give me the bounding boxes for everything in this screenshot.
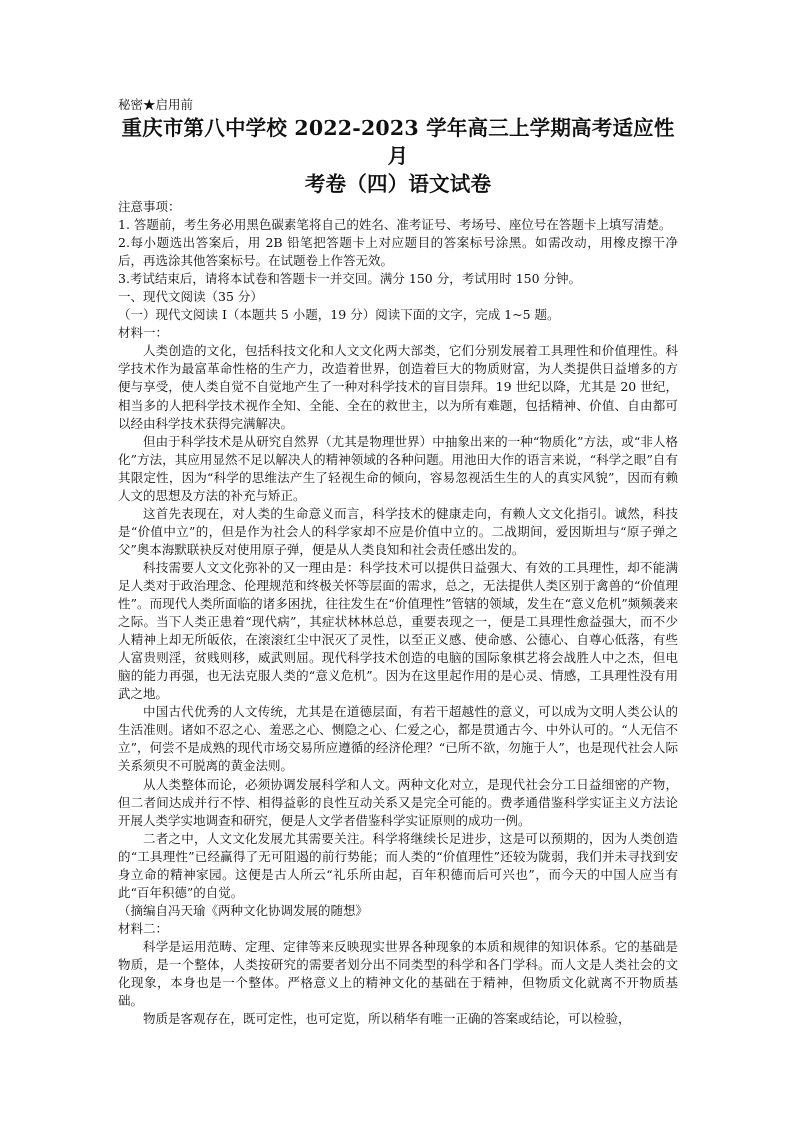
- exam-title-line-1: 重庆市第八中学校 2022-2023 学年高三上学期高考适应性月: [121, 116, 675, 168]
- material-1-paragraph: 但由于科学技术是从研究自然界（尤其是物理世界）中抽象出来的一种“物质化”方法，或“非人格化”方法，其应用显然不足以解决人的精神领域的各种问题。用池田大作的语言来说，“科学之眼”自有其限定性，因为“科学的思维法产生了轻视生命的倾向，容易忽视活生生的人的真实风貌”，因而有赖人文的思想及方法的补充与矫正。: [118, 433, 678, 503]
- note-item-2: 2.每小题选出答案后，用 2B 铅笔把答题卡上对应题目的答案标号涂黑。如需改动，用橡皮擦干净后，再选涂其他答案标号。在试题卷上作答无效。: [118, 235, 678, 269]
- material-1-paragraph: 从人类整体而论，必须协调发展科学和人文。两种文化对立，是现代社会分工日益细密的产物，但二者间达成并行不悖、相得益彰的良性互动关系又是完全可能的。费孝通借鉴科学实证主义方法论开展人类学实地调查和研究，便是人文学者借鉴科学实证原则的成功一例。: [118, 776, 678, 828]
- exam-title-line-2: 考卷（四）语文试卷: [304, 172, 492, 196]
- material-1-paragraph: 中国古代优秀的人文传统，尤其是在道德层面，有若干超越性的意义，可以成为文明人类公认的生活准则。诸如不忍之心、羞恶之心、恻隐之心、仁爱之心，都是贯通古今、中外认可的。“人无信不立”，何尝不是成熟的现代市场交易所应遵循的经济伦理？“已所不欲，勿施于人”，也是现代社会人际关系须臾不可脱离的黄金法则。: [118, 704, 678, 774]
- section-heading: 一、现代文阅读（35 分）: [118, 289, 263, 305]
- exam-page: [118, 96, 678, 1028]
- material-1-label: 材料一：: [118, 325, 169, 341]
- material-2-paragraph: 科学是运用范畴、定理、定律等来反映现实世界各种现象的本质和规律的知识体系。它的基础是物质，是一个整体，人类按研究的需要者划分出不同类型的科学和各门学科。而人文是人类社会的文化现象，本身也是一个整体。严格意义上的精神文化的基础在于精神，但物质文化就离不开物质基础。: [118, 938, 678, 1009]
- material-2-paragraph: 物质是客观存在，既可定性，也可定览，所以稍华有唯一正确的答案或结论，可以检验，: [143, 1011, 631, 1027]
- note-item-3: 3.考试结束后，请将本试卷和答题卡一并交回。满分 150 分，考试用时 150 分钟。: [118, 271, 582, 287]
- material-1-paragraph: 这首先表现在，对人类的生命意义而言，科学技术的健康走向，有赖人文文化指引。诚然，科技是“价值中立”的，但是作为社会人的科学家却不应是价值中立的。二战期间，爱因斯坦与“原子弹之父”奥本海默联袂反对使用原子弹，便是从人类良知和社会责任感出发的。: [118, 505, 678, 557]
- material-1-paragraph: 科技需要人文文化弥补的又一理由是：科学技术可以提供日益强大、有效的工具理性，却不能满足人类对于政治理念、伦理规范和终极关怀等层面的需求，总之，无法提供人类区别于禽兽的“价值理性”。而现代人类所面临的诸多困扰，往往发生在“价值理性”管辖的领域，发生在“意义危机”频频袭来之际。当下人类正患着“现代病”，其症状林林总总，重要表现之一，便是工具理性愈益强大，而不少人精神上却无所皈依，在滚滚红尘中泯灭了灵性，以至正义感、使命感、公德心、自尊心低落，有些人富贵则淫，贫贱则移，威武则屈。现代科学技术创造的电脑的国际象棋艺将会战胜人中之杰，但电脑的能力再强，也无法克服人类的“意义危机”。因为在这里起作用的是心灵、情感，工具理性没有用武之地。: [118, 559, 678, 702]
- notes-heading: 注意事项：: [118, 199, 181, 214]
- material-1-paragraph: 二者之中，人文文化发展尤其需要关注。科学将继续长足进步，这是可以预期的，因为人类创造的“工具理性”已经赢得了无可阻遏的前行势能；而人类的“价值理性”还较为陇弱，我们并未寻找到安身立命的精神家园。这便是古人所云“礼乐所由起，百年积德而后可兴也”，而今天的中国人应当有此“百年积德”的自觉。: [118, 830, 678, 900]
- note-item-1: 1. 答题前，考生务必用黑色碳素笔将自己的姓名、准考证号、考场号、座位号在答题卡上填写清楚。: [118, 217, 672, 233]
- confidential-mark: 秘密★启用前: [118, 97, 194, 112]
- material-1-source: （摘编自冯天瑜《两种文化协调发展的随想》: [118, 902, 369, 918]
- material-1-paragraph: 人类创造的文化，包括科技文化和人文文化两大部类，它们分别发展着工具理性和价值理性。科学技术作为最富革命性格的生产力，改造着世界，创造着巨大的物质财富，为人类提供日益增多的方便与享受，使人类自觉不自觉地产生了一种对科学技术的盲目崇拜。19 世纪以降，尤其是 20 世纪，相当多的人把科学技术视作全知、全能、全在的救世主，以为所有难题，包括精神、价值、自由都可以经由科学技术获得完满解决。: [118, 343, 678, 431]
- material-2-label: 材料二：: [118, 920, 169, 936]
- section-sub-heading: （一）现代文阅读 I（本题共 5 小题，19 分）阅读下面的文字，完成 1~5 题。: [118, 307, 560, 323]
